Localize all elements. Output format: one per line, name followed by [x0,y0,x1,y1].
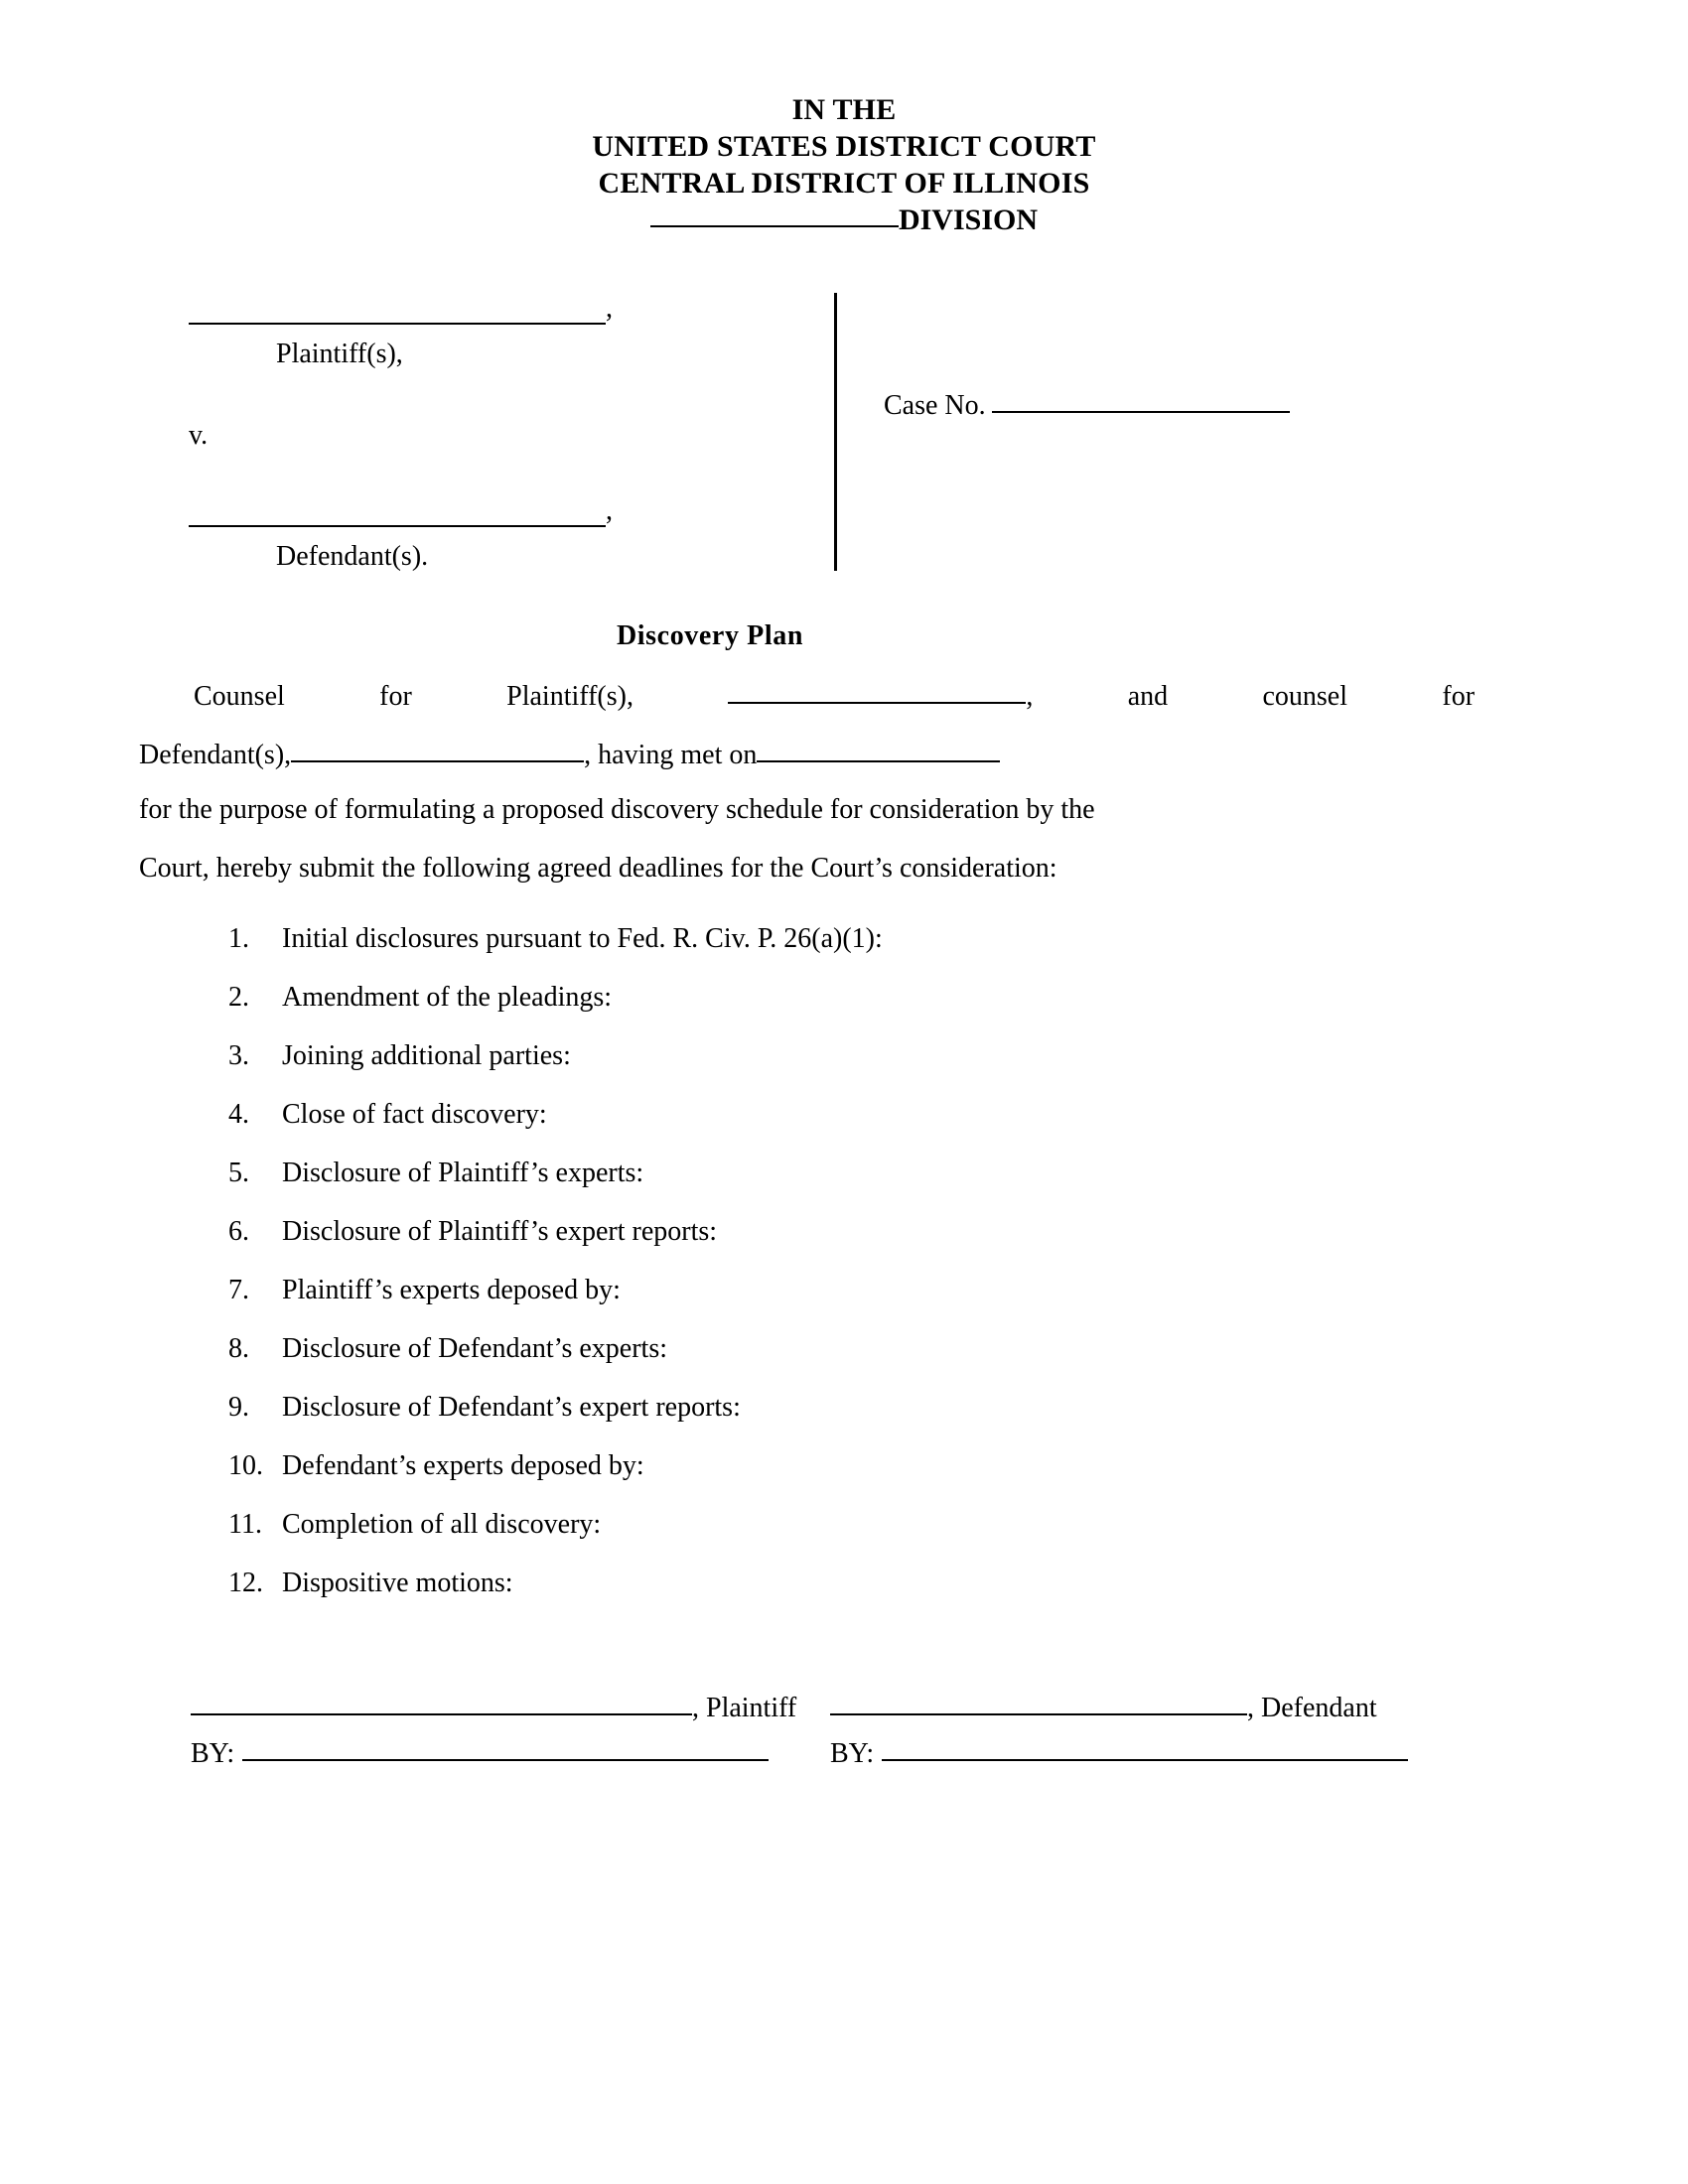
plaintiff-counsel-field-wrap [728,677,1033,713]
list-item [228,1099,1420,1158]
signature-block [191,1688,1481,1777]
list-item-number: 6. [228,1216,249,1247]
defendant-name-comma: , [606,495,613,526]
list-item-number: 8. [228,1333,249,1364]
header-line-court: UNITED STATES DISTRICT COURT [592,130,1096,163]
list-item-label: Completion of all discovery: [282,1509,602,1540]
list-item [228,1392,1420,1450]
defendant-by-row [830,1733,1426,1777]
list-item-number: 3. [228,1040,249,1071]
intro-word-plaintiffs: Plaintiff(s), [506,681,633,712]
list-item [228,1275,1420,1333]
list-item-number: 4. [228,1099,249,1130]
signature-column-defendant [830,1688,1426,1777]
list-item-label: Disclosure of Plaintiff’s expert reports: [282,1216,718,1247]
list-item-label: Joining additional parties: [282,1040,571,1071]
intro-word-for-1: for [379,681,412,712]
list-item-label: Defendant’s experts deposed by: [282,1450,644,1481]
intro-word-counsel: Counsel [194,681,285,712]
document-title: Discovery Plan [616,620,804,651]
case-number-field[interactable] [992,387,1290,413]
plaintiff-signature-role: , Plaintiff [692,1693,797,1723]
list-item-number: 12. [228,1568,263,1598]
caption-vertical-divider [834,293,837,571]
intro-line-2 [139,736,1000,771]
list-item-number: 9. [228,1392,249,1423]
list-item [228,1158,1420,1216]
defendant-role-label: Defendant(s). [276,541,429,572]
plaintiff-name-field[interactable] [189,297,606,325]
case-number-label: Case No. [884,390,986,421]
intro-word-counsel-2: counsel [1262,681,1348,712]
list-item-number: 5. [228,1158,249,1188]
intro-paragraph [194,677,1475,736]
list-item-label: Plaintiff’s experts deposed by: [282,1275,621,1305]
division-label: DIVISION [898,204,1039,236]
versus-label: v. [189,420,209,451]
list-item [228,1568,1420,1626]
list-item-label: Disclosure of Defendant’s experts: [282,1333,667,1364]
list-item-label: Disclosure of Plaintiff’s experts: [282,1158,644,1188]
list-item-number: 11. [228,1509,262,1540]
deadlines-list [228,923,1420,1626]
defendant-signature-name-row [830,1688,1426,1731]
intro-word-defendants: Defendant(s), [139,740,292,770]
case-number-row [884,387,1290,422]
header-line-district: CENTRAL DISTRICT OF ILLINOIS [598,167,1090,200]
list-item-number: 1. [228,923,249,954]
defendant-by-label: BY: [830,1738,875,1769]
defendant-name-field[interactable] [189,499,606,527]
plaintiff-signature-name-row [191,1688,797,1731]
plaintiff-by-row [191,1733,786,1777]
signature-column-plaintiff [191,1688,797,1777]
defendant-firm-field[interactable] [830,1688,1247,1715]
list-item-number: 2. [228,982,249,1013]
intro-line-1 [194,677,1475,736]
list-item [228,1216,1420,1275]
list-item-number: 7. [228,1275,249,1305]
list-item-label: Dispositive motions: [282,1568,513,1598]
meeting-date-field[interactable] [757,736,1000,762]
list-item-label: Close of fact discovery: [282,1099,547,1130]
defendant-name-row [189,495,794,537]
division-blank-field[interactable] [650,202,899,227]
list-item [228,1333,1420,1392]
intro-comma-1: , [1026,681,1034,712]
header-line-in-the: IN THE [791,93,897,126]
list-item-label: Amendment of the pleadings: [282,982,613,1013]
plaintiff-signature-field[interactable] [242,1733,769,1761]
plaintiff-name-comma: , [606,293,613,324]
defendant-signature-role: , Defendant [1247,1693,1377,1723]
defendant-signature-field[interactable] [882,1733,1408,1761]
case-caption-block [189,293,1509,581]
list-item-label: Disclosure of Defendant’s expert reports: [282,1392,741,1423]
defendant-counsel-field[interactable] [291,736,584,762]
caption-parties-column [189,293,794,577]
plaintiff-counsel-field[interactable] [728,677,1026,704]
list-item [228,1509,1420,1568]
plaintiff-firm-field[interactable] [191,1688,692,1715]
plaintiff-name-row [189,293,794,335]
intro-having-met-on: , having met on [584,740,758,770]
list-item [228,923,1420,982]
list-item-number: 10. [228,1450,263,1481]
header-line-division [139,202,1549,238]
intro-line-3: for the purpose of formulating a proposed discovery schedule for consideration by the [139,794,1095,825]
court-header [139,91,1549,238]
plaintiff-by-label: BY: [191,1738,235,1769]
intro-word-for-2: for [1442,681,1476,712]
list-item-label: Initial disclosures pursuant to Fed. R. Civ. P. 26(a)(1): [282,923,883,954]
plaintiff-role-label: Plaintiff(s), [276,339,403,369]
list-item [228,1040,1420,1099]
list-item [228,982,1420,1040]
intro-word-and: and [1127,681,1169,712]
list-item [228,1450,1420,1509]
intro-line-4: Court, hereby submit the following agreed deadlines for the Court’s consideration: [139,853,1057,884]
